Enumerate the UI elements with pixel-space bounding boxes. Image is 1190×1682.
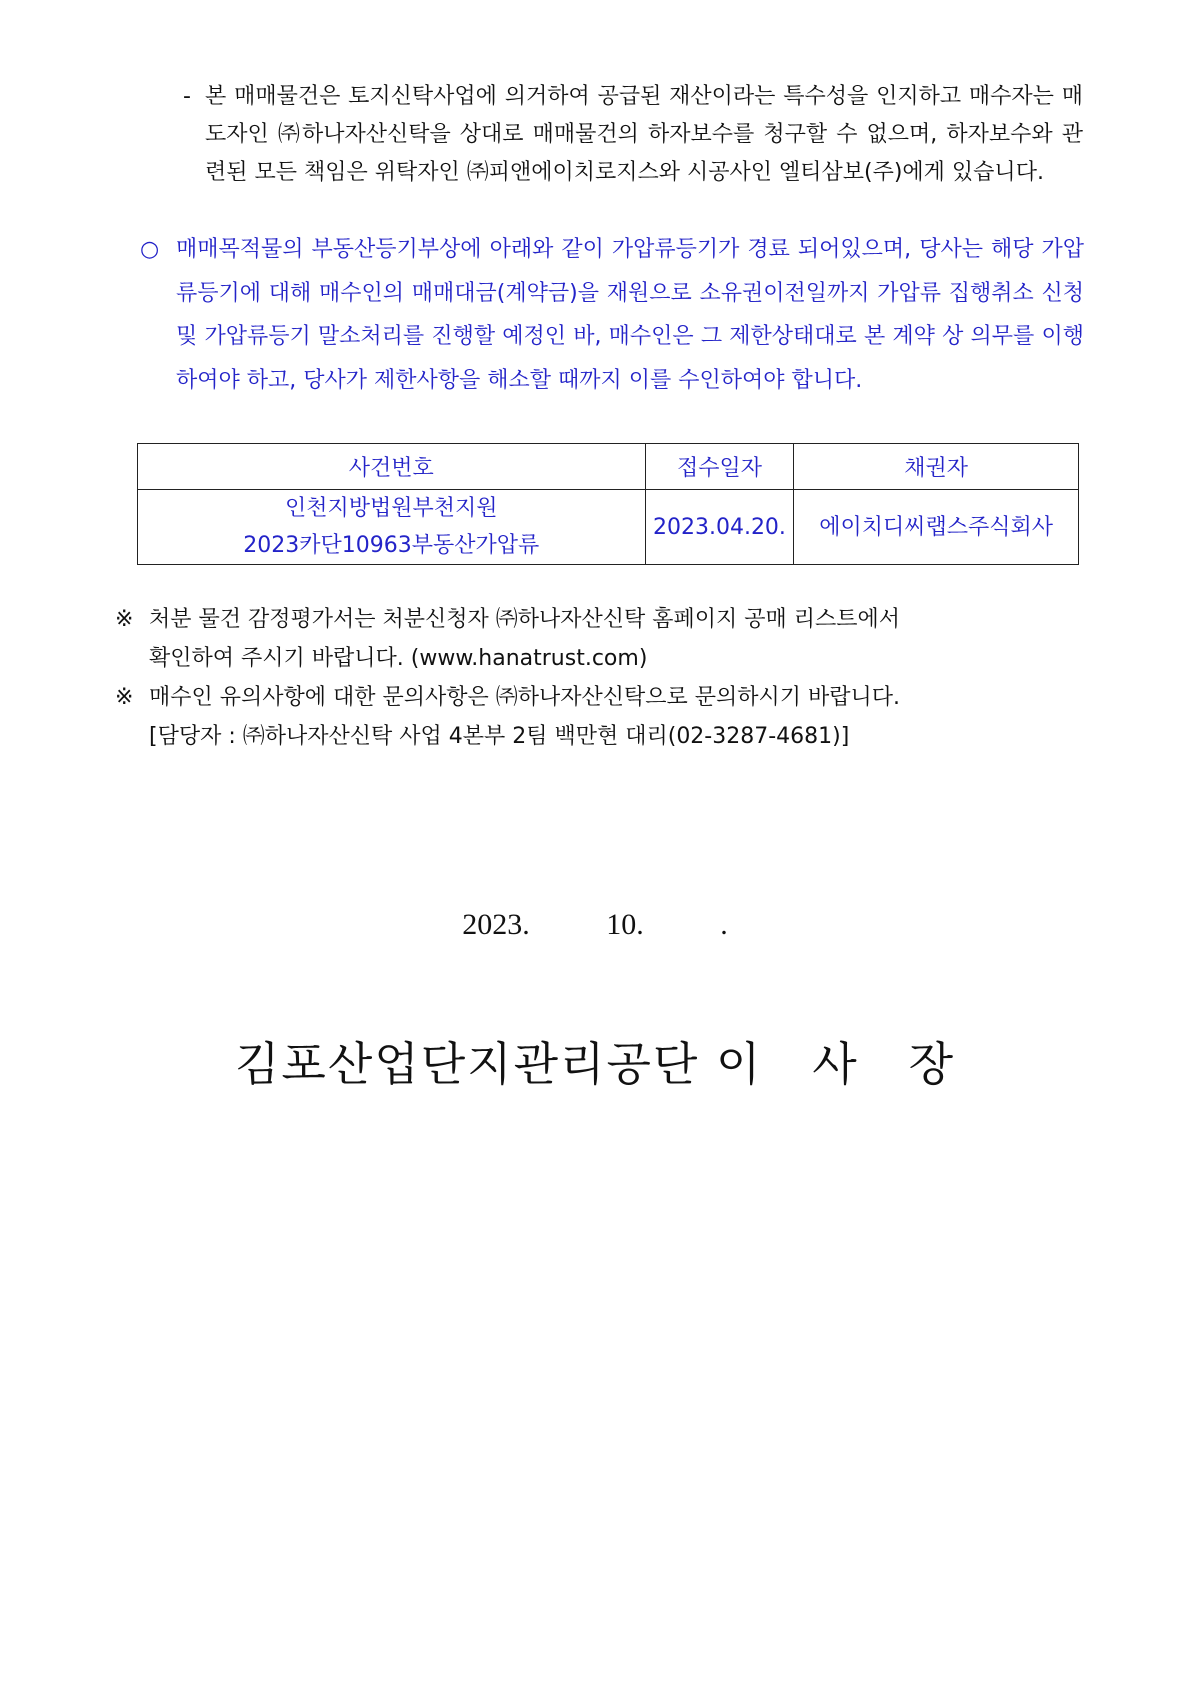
cell-creditor: 에이치디씨랩스주식회사 (794, 490, 1079, 565)
notice-warranty (183, 78, 1083, 192)
notice-provisional-seizure (140, 228, 1084, 402)
table-row (138, 490, 1079, 565)
remark-line: 매수인 유의사항에 대한 문의사항은 ㈜하나자산신탁으로 문의하시기 바랍니다. (149, 685, 901, 710)
remark-appraisal (115, 600, 1075, 678)
remarks-section (115, 600, 1075, 756)
document-date: 2023. 10. . (462, 908, 728, 941)
cell-filing-date: 2023.04.20. (645, 490, 794, 565)
reference-mark-icon: ※ (115, 685, 134, 710)
provisional-seizure-table (137, 443, 1079, 565)
header-filing-date: 접수일자 (645, 444, 794, 490)
case-court: 인천지방법원부천지원 (285, 496, 498, 521)
notice-warranty-text: 본 매매물건은 토지신탁사업에 의거하여 공급된 재산이라는 특수성을 인지하고 매수자는 매도자인 ㈜하나자산신탁을 상대로 매매물건의 하자보수를 청구할 수 없으며, 하자보수와 관련된 모든 책임은 위탁자인 ㈜피앤에이치로지스와 시공사인 엘티삼보(주)에게 있습니다. (205, 84, 1083, 185)
cell-case-number (138, 490, 646, 565)
remark-contact (115, 678, 1075, 756)
header-case-number: 사건번호 (138, 444, 646, 490)
remark-line: [담당자 : ㈜하나자산신탁 사업 4본부 2팀 백만현 대리(02-3287-4681)] (149, 724, 850, 749)
issuer-signature: 김포산업단지관리공단 이 사 장 (234, 1037, 956, 1091)
header-creditor: 채권자 (794, 444, 1079, 490)
table-header-row (138, 444, 1079, 490)
circle-bullet-icon: ○ (140, 237, 160, 262)
remark-line: 확인하여 주시기 바랍니다. (www.hanatrust.com) (149, 646, 648, 671)
notice-provisional-seizure-text: 매매목적물의 부동산등기부상에 아래와 같이 가압류등기가 경료 되어있으며, 당사는 해당 가압류등기에 대해 매수인의 매매대금(계약금)을 재원으로 소유권이전일까지 가압류 집행취소 신청 및 가압류등기 말소처리를 진행할 예정인 바, 매수인은 그 제한상태대로 본 계약 상 의무를 이행하여야 하고, 당사가 제한사항을 해소할 때까지 이를 수인하여야 합니다. (176, 237, 1084, 393)
case-number: 2023카단10963부동산가압류 (243, 533, 540, 558)
reference-mark-icon: ※ (115, 607, 134, 632)
dash-marker: - (183, 84, 191, 109)
remark-line: 처분 물건 감정평가서는 처분신청자 ㈜하나자산신탁 홈페이지 공매 리스트에서 (149, 607, 901, 632)
